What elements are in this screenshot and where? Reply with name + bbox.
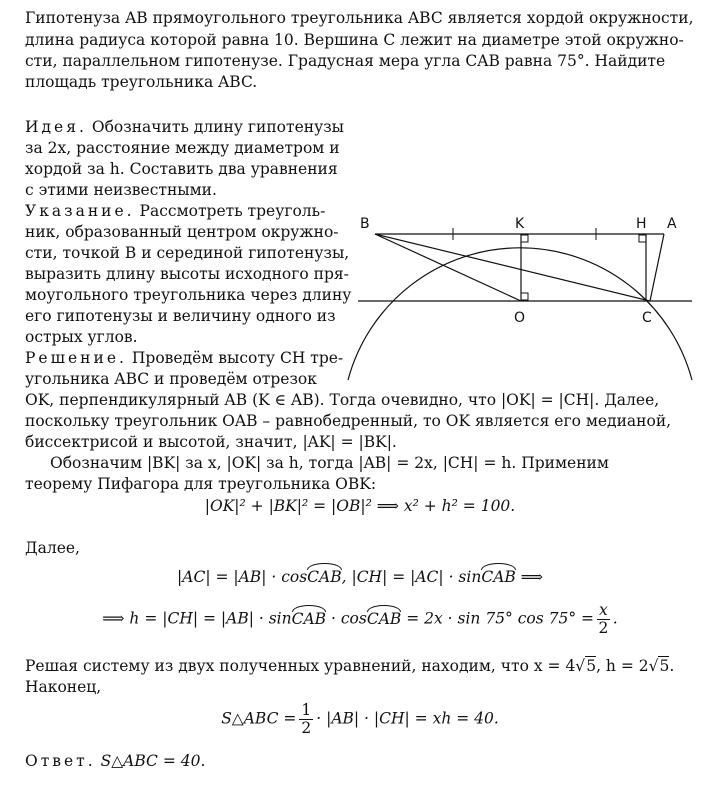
segment-BO (375, 234, 521, 301)
label-H: H (636, 216, 647, 232)
hint-line: его гипотенузы и величину одного из (25, 307, 336, 325)
label-C: C (642, 310, 652, 326)
idea-line: с этими неизвестными. (25, 181, 217, 199)
solution-line: Обозначим |BK| за x, |OK| за h, тогда |AB| = 2x, |CH| = h. Применим (50, 454, 609, 472)
label-B: B (360, 216, 370, 232)
hint-line: острых углов. (25, 328, 138, 346)
solution-line: угольника ABC и проведём отрезок (25, 370, 317, 388)
solution-line: поскольку треугольник OAB – равнобедренный, то OK является его медианой, (25, 412, 672, 430)
equation-area: S△ABC = $\frac{1}{2}$ · |AB| · |CH| = xh = 40. (221, 701, 499, 737)
equation-h: ⟹ h = |CH| = |AB| · sinCAB · cosCAB = 2x · sin 75° cos 75° = $\frac{x}{2}$ . (102, 601, 618, 637)
solution-line: Проведём высоту CH тре- (131, 349, 344, 367)
right-angle-H (639, 235, 646, 242)
label-O: O (514, 310, 526, 326)
label-K: K (515, 216, 525, 232)
answer-value: S△ABC = 40. (100, 752, 206, 770)
hint-line: ник, образованный центром окружно- (25, 223, 339, 241)
solution-line: OK, перпендикулярный AB (K ∈ AB). Тогда очевидно, что |OK| = |CH|. Далее, (25, 391, 660, 409)
segment-AC (650, 234, 664, 301)
hint-heading: Указание. (25, 202, 135, 220)
equation-cos-sin: |AC| = |AB| · cosCAB, |CH| = |AC| · sinCAB ⟹ (177, 568, 543, 586)
problem-line: длина радиуса которой равна 10. Вершина C лежит на диаметре этой окружно- (25, 31, 684, 49)
solution-line: Решая систему из двух полученных уравнений, находим, что x = 4√5, h = 2√5. (25, 657, 675, 675)
hint-line: сти, точкой B и серединой гипотенузы, (25, 244, 350, 262)
right-angle-K (521, 235, 528, 242)
label-A: A (667, 216, 677, 232)
idea-line: за 2x, расстояние между диаметром и (25, 139, 340, 157)
solution-heading: Решение. (25, 349, 127, 367)
solution-line: Далее, (25, 539, 80, 557)
hint-line: выразить длину высоты исходного пря- (25, 265, 349, 283)
hint-line: Рассмотреть треуголь- (139, 202, 326, 220)
equation-pythagoras: |OK|² + |BK|² = |OB|² ⟹ x² + h² = 100. (204, 497, 516, 515)
problem-line: Гипотенуза AB прямоугольного треугольника ABC является хордой окружности, (25, 9, 694, 27)
solution-line: теорему Пифагора для треугольника OBK: (25, 475, 377, 493)
right-angle-O (521, 293, 528, 300)
problem-line: сти, параллельном гипотенузе. Градусная мера угла CAB равна 75°. Найдите (25, 52, 666, 70)
solution-line: биссектрисой и высотой, значит, |AK| = |BK|. (25, 433, 397, 451)
answer-line (25, 751, 205, 772)
solution-line: Наконец, (25, 678, 102, 696)
problem-line: площадь треугольника ABC. (25, 73, 258, 91)
idea-line: Обозначить длину гипотенузы (91, 118, 345, 136)
hint-line: моугольного треугольника через длину (25, 286, 352, 304)
answer-heading: Ответ. (25, 752, 96, 770)
idea-line: хордой за h. Составить два уравнения (25, 160, 338, 178)
geometry-figure (340, 108, 700, 380)
segment-BC (375, 234, 650, 301)
idea-heading: Идея. (25, 118, 87, 136)
